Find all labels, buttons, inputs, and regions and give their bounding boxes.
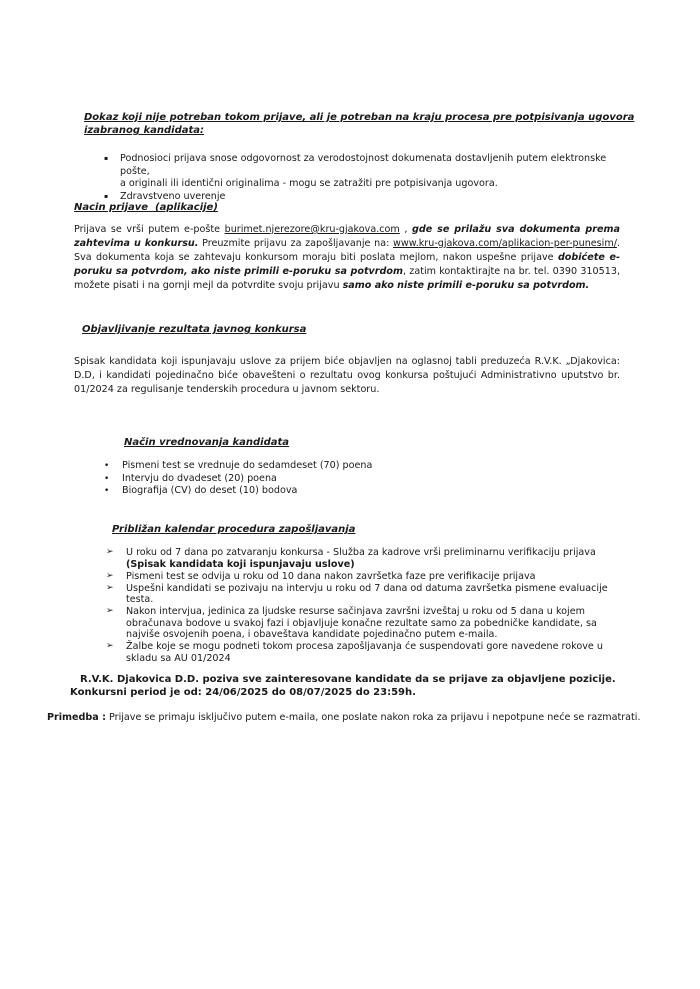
note-label: Primedba :: [47, 712, 106, 723]
invitation-period: Konkursni period je od: 24/06/2025 do 08/07/2025 do 23:59h.: [70, 686, 416, 698]
apply-paragraph: Prijava se vrši putem e-pošte burimet.njerezore@kru-gjakova.com , gde se prilažu sva dokumenta prema zahtevima u konkursu. Preuzmite prijavu za zapošljavanje na: www.kru-gjakova.com/aplikacion-per-punesim/. Sva dokumenta koja se zahtevaju konkursom moraju biti poslata mejlom, nakon uspešne prijave dobićete e-poruku sa potvrdom, ako niste primili e-poruku sa potvrdom, zatim kontaktirajte na br. tel. 0390 310513, možete pisati i na gornji mejl da potvrdite svoju prijavu samo ako niste primili e-poruku sa potvrdom.: [74, 224, 620, 291]
bullet-icon: •: [104, 461, 110, 471]
proof-heading-line2: izabranog kandidata:: [84, 125, 204, 136]
calendar-heading: Približan kalendar procedura zapošljavanja: [112, 524, 356, 535]
list-item: ➢ U roku od 7 dana po zatvaranju konkursa - Služba za kadrove vrši preliminarnu verifikaciju prijava (Spisak kandidata koji ispunjavaju uslove): [106, 547, 596, 570]
list-item: ➢ Nakon intervjua, jedinica za ljudske resurse sačinjava završni izveštaj u roku od 5 dana u kojem obračunava bodove u svakoj fazi i objavljuje konačne rezultate samo za pobedničke kandidate, sa najviše osvojenih poena, i obaveštava kandidate pojedinačno putem e-maila.: [106, 606, 597, 640]
note: [47, 711, 687, 724]
list-item: • Pismeni test se vrednuje do sedamdeset (70) poena: [104, 460, 373, 471]
application-link[interactable]: www.kru-gjakova.com/aplikacion-per-punesim/: [393, 238, 617, 249]
bullet-icon: •: [104, 473, 110, 484]
evaluation-heading: Način vrednovanja kandidata: [124, 437, 290, 448]
arrow-bullet-icon: ➢: [106, 547, 114, 557]
arrow-bullet-icon: ➢: [106, 606, 114, 616]
arrow-bullet-icon: ➢: [106, 641, 114, 651]
note-text: Prijave se primaju isključivo putem e-maila, one poslate nakon roka za prijavu i nepotpune neće se razmatrati.: [105, 712, 641, 723]
list-item: ➢ Žalbe koje se mogu podneti tokom procesa zapošljavanja će suspendovati gore navedene rokove u skladu sa AU 01/2024: [106, 641, 603, 664]
proof-heading: [84, 111, 635, 137]
square-bullet-icon: ▪: [104, 155, 109, 162]
list-item: ▪ Podnosioci prijava snose odgovornost za verodostojnost dokumenata dostavljenih putem elektronske pošte, a originali ili identični originalima - mogu se zatražiti pre potpisivanja ugovora.: [104, 153, 607, 189]
list-item: ➢ Uspešni kandidati se pozivaju na intervju u roku od 7 dana od datuma završetka pismene evaluacije testa.: [106, 582, 608, 605]
arrow-bullet-icon: ➢: [106, 582, 114, 593]
proof-list: [100, 153, 620, 203]
apply-heading: Nacin prijave (aplikacije): [74, 202, 218, 213]
arrow-bullet-icon: ➢: [106, 570, 114, 581]
calendar-list: [104, 547, 616, 665]
results-paragraph: Spisak kandidata koji ispunjavaju uslove za prijem biće objavljen na oglasnoj tabli preduzeća R.V.K. „Djakovica: D.D, i kandidati pojedinačno biće obavešteni o rezultatu ovog konkursa poštujući Administrativno uputstvo br. 01/2024 za regulisanje tenderskih procedura u javnom sektoru.: [74, 356, 620, 395]
list-item: • Biografija (CV) do deset (10) bodova: [104, 485, 298, 496]
invitation: [70, 674, 630, 699]
list-item: ➢ Pismeni test se odvija u roku od 10 dana nakon završetka faze pre verifikacije prijava: [106, 570, 536, 582]
list-item: • Intervju do dvadeset (20) poena: [104, 472, 277, 484]
list-item: ▪ Zdravstveno uverenje: [104, 190, 226, 202]
bullet-icon: •: [104, 486, 110, 496]
proof-heading-line1: Dokaz koji nije potreban tokom prijave, ali je potreban na kraju procesa pre potpisivanja ugovora: [84, 112, 635, 123]
invitation-line1: R.V.K. Djakovica D.D. poziva sve zainteresovane kandidate da se prijave za objavljene pozicije.: [80, 674, 616, 685]
email-link[interactable]: burimet.njerezore@kru-gjakova.com: [224, 224, 400, 235]
results-heading: Objavljivanje rezultata javnog konkursa: [82, 324, 307, 335]
square-bullet-icon: ▪: [104, 192, 109, 200]
evaluation-list: [102, 460, 502, 498]
